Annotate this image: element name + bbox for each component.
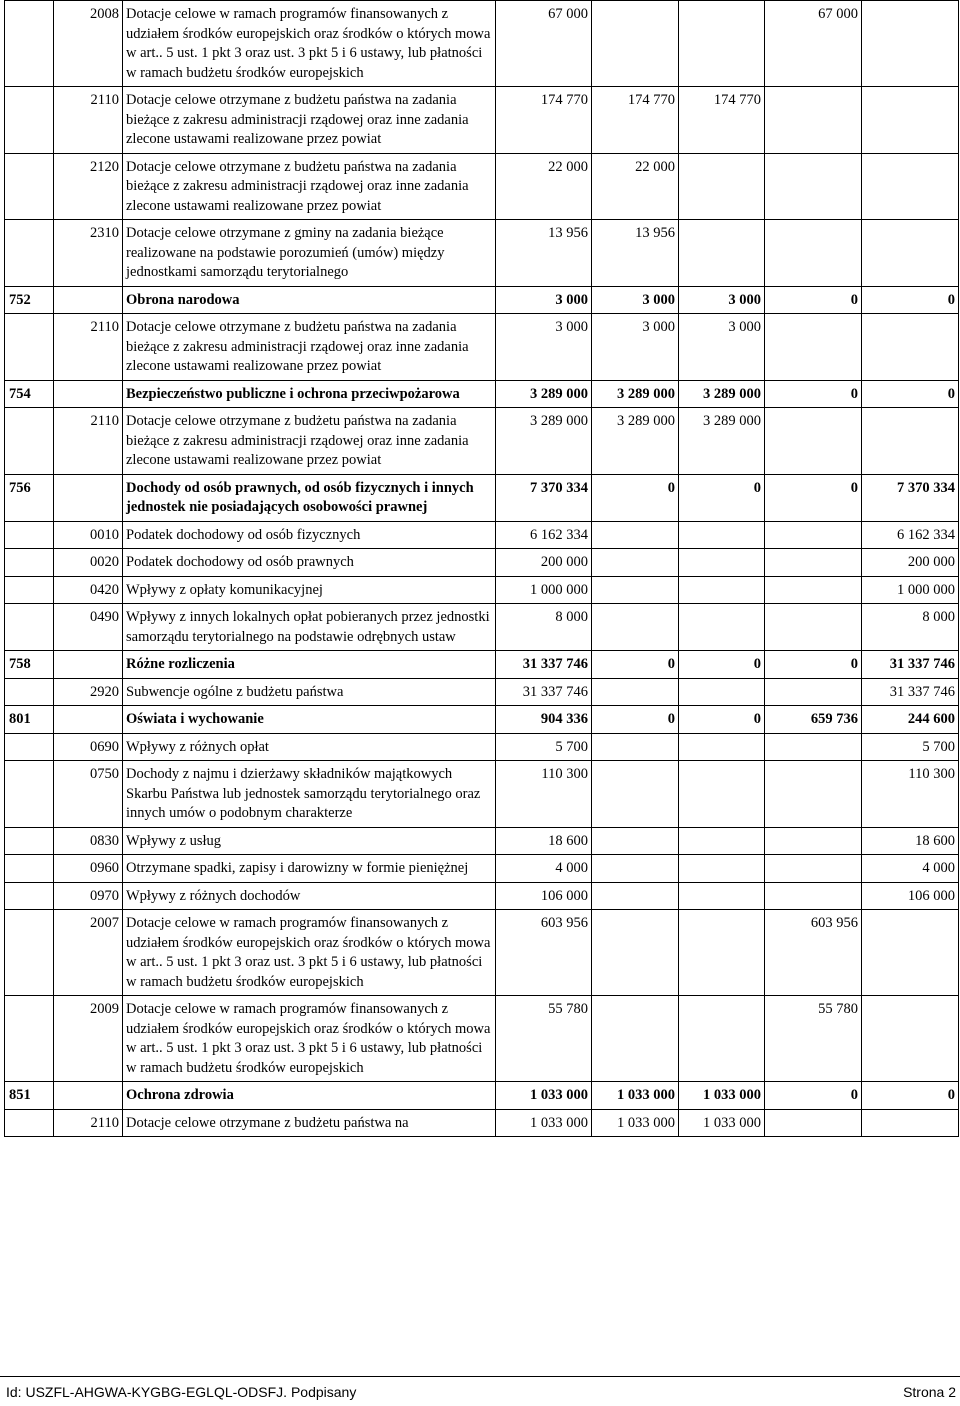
table-row xyxy=(5,678,959,706)
amount-current-cell xyxy=(592,733,679,761)
description-cell: Dotacje celowe otrzymane z gminy na zadania bieżące realizowane na podstawie porozumień (umów) między jednostkami samorządu terytorialnego xyxy=(123,220,496,287)
amount-own-cell: 4 000 xyxy=(862,855,959,883)
table-row xyxy=(5,996,959,1082)
description-cell: Ochrona zdrowia xyxy=(123,1082,496,1110)
section-row xyxy=(5,286,959,314)
amount-property-cell: 603 956 xyxy=(765,910,862,996)
amount-property-cell xyxy=(765,521,862,549)
table-row xyxy=(5,220,959,287)
paragraph-code-cell: 2110 xyxy=(54,87,123,154)
amount-total-cell: 18 600 xyxy=(496,827,592,855)
amount-own-cell: 0 xyxy=(862,1082,959,1110)
dzial-cell xyxy=(5,521,54,549)
amount-delegated-cell xyxy=(679,220,765,287)
table-row xyxy=(5,1,959,87)
table-row xyxy=(5,910,959,996)
amount-current-cell: 1 033 000 xyxy=(592,1109,679,1137)
dzial-cell: 754 xyxy=(5,380,54,408)
dzial-cell xyxy=(5,761,54,828)
amount-property-cell xyxy=(765,855,862,883)
paragraph-code-cell: 0830 xyxy=(54,827,123,855)
amount-total-cell: 67 000 xyxy=(496,1,592,87)
amount-own-cell: 0 xyxy=(862,380,959,408)
description-cell: Wpływy z usług xyxy=(123,827,496,855)
dzial-cell xyxy=(5,314,54,381)
amount-current-cell: 0 xyxy=(592,651,679,679)
amount-current-cell xyxy=(592,521,679,549)
amount-current-cell xyxy=(592,882,679,910)
table-row xyxy=(5,761,959,828)
dzial-cell xyxy=(5,996,54,1082)
amount-own-cell: 1 000 000 xyxy=(862,576,959,604)
amount-own-cell: 31 337 746 xyxy=(862,651,959,679)
description-cell: Dotacje celowe otrzymane z budżetu państwa na xyxy=(123,1109,496,1137)
amount-own-cell xyxy=(862,314,959,381)
table-row xyxy=(5,408,959,475)
amount-current-cell xyxy=(592,576,679,604)
table-row xyxy=(5,521,959,549)
amount-own-cell: 106 000 xyxy=(862,882,959,910)
paragraph-code-cell: 2009 xyxy=(54,996,123,1082)
description-cell: Subwencje ogólne z budżetu państwa xyxy=(123,678,496,706)
amount-property-cell: 55 780 xyxy=(765,996,862,1082)
description-cell: Dotacje celowe otrzymane z budżetu państwa na zadania bieżące z zakresu administracji rządowej oraz inne zadania zlecone ustawami realizowane przez powiat xyxy=(123,408,496,475)
amount-own-cell xyxy=(862,408,959,475)
amount-current-cell xyxy=(592,827,679,855)
paragraph-code-cell xyxy=(54,651,123,679)
amount-own-cell xyxy=(862,1,959,87)
amount-own-cell: 5 700 xyxy=(862,733,959,761)
paragraph-code-cell: 0960 xyxy=(54,855,123,883)
dzial-cell xyxy=(5,604,54,651)
amount-delegated-cell xyxy=(679,996,765,1082)
dzial-cell xyxy=(5,220,54,287)
amount-current-cell: 3 289 000 xyxy=(592,380,679,408)
dzial-cell xyxy=(5,408,54,475)
amount-delegated-cell: 3 000 xyxy=(679,314,765,381)
description-cell: Wpływy z innych lokalnych opłat pobieranych przez jednostki samorządu terytorialnego na podstawie odrębnych ustaw xyxy=(123,604,496,651)
amount-property-cell xyxy=(765,220,862,287)
amount-delegated-cell xyxy=(679,153,765,220)
description-cell: Podatek dochodowy od osób prawnych xyxy=(123,549,496,577)
amount-property-cell xyxy=(765,576,862,604)
dzial-cell xyxy=(5,1,54,87)
amount-current-cell: 174 770 xyxy=(592,87,679,154)
dzial-cell: 801 xyxy=(5,706,54,734)
amount-total-cell: 31 337 746 xyxy=(496,651,592,679)
description-cell: Dochody z najmu i dzierżawy składników majątkowych Skarbu Państwa lub jednostek samorządu terytorialnego oraz innych umów o podobnym charakterze xyxy=(123,761,496,828)
amount-current-cell xyxy=(592,1,679,87)
amount-property-cell xyxy=(765,314,862,381)
amount-total-cell: 4 000 xyxy=(496,855,592,883)
amount-own-cell xyxy=(862,87,959,154)
paragraph-code-cell xyxy=(54,1082,123,1110)
dzial-cell xyxy=(5,678,54,706)
amount-total-cell: 7 370 334 xyxy=(496,474,592,521)
amount-delegated-cell: 3 289 000 xyxy=(679,380,765,408)
table-row xyxy=(5,882,959,910)
amount-delegated-cell: 3 000 xyxy=(679,286,765,314)
amount-own-cell: 110 300 xyxy=(862,761,959,828)
dzial-cell: 752 xyxy=(5,286,54,314)
amount-total-cell: 3 000 xyxy=(496,286,592,314)
amount-delegated-cell: 174 770 xyxy=(679,87,765,154)
amount-property-cell xyxy=(765,604,862,651)
amount-delegated-cell xyxy=(679,910,765,996)
paragraph-code-cell xyxy=(54,706,123,734)
amount-own-cell: 200 000 xyxy=(862,549,959,577)
amount-property-cell: 0 xyxy=(765,474,862,521)
amount-total-cell: 6 162 334 xyxy=(496,521,592,549)
amount-total-cell: 3 289 000 xyxy=(496,408,592,475)
amount-total-cell: 3 289 000 xyxy=(496,380,592,408)
paragraph-code-cell xyxy=(54,286,123,314)
amount-property-cell: 0 xyxy=(765,286,862,314)
paragraph-code-cell: 0690 xyxy=(54,733,123,761)
amount-delegated-cell xyxy=(679,576,765,604)
amount-delegated-cell xyxy=(679,604,765,651)
amount-property-cell xyxy=(765,153,862,220)
amount-own-cell: 7 370 334 xyxy=(862,474,959,521)
description-cell: Dotacje celowe otrzymane z budżetu państwa na zadania bieżące z zakresu administracji rządowej oraz inne zadania zlecone ustawami realizowane przez powiat xyxy=(123,314,496,381)
paragraph-code-cell: 2007 xyxy=(54,910,123,996)
amount-delegated-cell xyxy=(679,882,765,910)
table-row xyxy=(5,1109,959,1137)
paragraph-code-cell: 0970 xyxy=(54,882,123,910)
amount-current-cell: 0 xyxy=(592,706,679,734)
table-row xyxy=(5,153,959,220)
paragraph-code-cell xyxy=(54,380,123,408)
amount-delegated-cell: 1 033 000 xyxy=(679,1082,765,1110)
page-number: Strona 2 xyxy=(903,1384,956,1400)
amount-current-cell: 3 000 xyxy=(592,286,679,314)
paragraph-code-cell: 2008 xyxy=(54,1,123,87)
dzial-cell xyxy=(5,910,54,996)
amount-own-cell: 244 600 xyxy=(862,706,959,734)
dzial-cell xyxy=(5,855,54,883)
amount-total-cell: 13 956 xyxy=(496,220,592,287)
table-row xyxy=(5,733,959,761)
table-row xyxy=(5,604,959,651)
table-row xyxy=(5,314,959,381)
amount-total-cell: 106 000 xyxy=(496,882,592,910)
amount-property-cell xyxy=(765,408,862,475)
description-cell: Dotacje celowe w ramach programów finansowanych z udziałem środków europejskich oraz środków o których mowa w art.. 5 ust. 1 pkt 3 oraz ust. 3 pkt 5 i 6 ustawy, lub płatności w ramach budżetu środków europejskich xyxy=(123,910,496,996)
description-cell: Dotacje celowe w ramach programów finansowanych z udziałem środków europejskich oraz środków o których mowa w art.. 5 ust. 1 pkt 3 oraz ust. 3 pkt 5 i 6 ustawy, lub płatności w ramach budżetu środków europejskich xyxy=(123,996,496,1082)
amount-total-cell: 31 337 746 xyxy=(496,678,592,706)
document-id: Id: USZFL-AHGWA-KYGBG-EGLQL-ODSFJ. Podpisany xyxy=(6,1384,357,1400)
description-cell: Dotacje celowe otrzymane z budżetu państwa na zadania bieżące z zakresu administracji rządowej oraz inne zadania zlecone ustawami realizowane przez powiat xyxy=(123,153,496,220)
amount-total-cell: 22 000 xyxy=(496,153,592,220)
description-cell: Otrzymane spadki, zapisy i darowizny w formie pieniężnej xyxy=(123,855,496,883)
description-cell: Dotacje celowe otrzymane z budżetu państwa na zadania bieżące z zakresu administracji rządowej oraz inne zadania zlecone ustawami realizowane przez powiat xyxy=(123,87,496,154)
amount-total-cell: 1 000 000 xyxy=(496,576,592,604)
amount-property-cell xyxy=(765,882,862,910)
description-cell: Dotacje celowe w ramach programów finansowanych z udziałem środków europejskich oraz środków o których mowa w art.. 5 ust. 1 pkt 3 oraz ust. 3 pkt 5 i 6 ustawy, lub płatności w ramach budżetu środków europejskich xyxy=(123,1,496,87)
description-cell: Wpływy z różnych dochodów xyxy=(123,882,496,910)
amount-current-cell xyxy=(592,604,679,651)
description-cell: Wpływy z opłaty komunikacyjnej xyxy=(123,576,496,604)
amount-delegated-cell xyxy=(679,678,765,706)
amount-own-cell xyxy=(862,220,959,287)
paragraph-code-cell xyxy=(54,474,123,521)
dzial-cell xyxy=(5,733,54,761)
amount-property-cell xyxy=(765,733,862,761)
amount-property-cell: 0 xyxy=(765,1082,862,1110)
amount-own-cell: 0 xyxy=(862,286,959,314)
amount-current-cell: 3 289 000 xyxy=(592,408,679,475)
amount-own-cell: 6 162 334 xyxy=(862,521,959,549)
amount-current-cell: 3 000 xyxy=(592,314,679,381)
amount-total-cell: 904 336 xyxy=(496,706,592,734)
table-row xyxy=(5,827,959,855)
amount-delegated-cell xyxy=(679,549,765,577)
amount-total-cell: 174 770 xyxy=(496,87,592,154)
paragraph-code-cell: 2120 xyxy=(54,153,123,220)
amount-current-cell: 13 956 xyxy=(592,220,679,287)
amount-delegated-cell xyxy=(679,521,765,549)
footer-rule xyxy=(0,1376,960,1377)
amount-own-cell: 18 600 xyxy=(862,827,959,855)
budget-table xyxy=(4,0,959,1137)
dzial-cell xyxy=(5,882,54,910)
amount-current-cell xyxy=(592,996,679,1082)
amount-current-cell: 1 033 000 xyxy=(592,1082,679,1110)
amount-delegated-cell: 0 xyxy=(679,706,765,734)
amount-total-cell: 3 000 xyxy=(496,314,592,381)
amount-own-cell xyxy=(862,1109,959,1137)
amount-current-cell xyxy=(592,761,679,828)
amount-property-cell xyxy=(765,87,862,154)
amount-current-cell: 0 xyxy=(592,474,679,521)
amount-delegated-cell: 0 xyxy=(679,651,765,679)
dzial-cell xyxy=(5,549,54,577)
description-cell: Różne rozliczenia xyxy=(123,651,496,679)
description-cell: Oświata i wychowanie xyxy=(123,706,496,734)
amount-property-cell: 67 000 xyxy=(765,1,862,87)
dzial-cell xyxy=(5,153,54,220)
amount-property-cell: 0 xyxy=(765,651,862,679)
amount-current-cell xyxy=(592,549,679,577)
section-row xyxy=(5,474,959,521)
table-row xyxy=(5,549,959,577)
section-row xyxy=(5,651,959,679)
amount-delegated-cell: 1 033 000 xyxy=(679,1109,765,1137)
amount-delegated-cell: 0 xyxy=(679,474,765,521)
amount-delegated-cell xyxy=(679,855,765,883)
description-cell: Obrona narodowa xyxy=(123,286,496,314)
dzial-cell: 851 xyxy=(5,1082,54,1110)
table-row xyxy=(5,576,959,604)
amount-own-cell xyxy=(862,153,959,220)
paragraph-code-cell: 2920 xyxy=(54,678,123,706)
amount-delegated-cell xyxy=(679,733,765,761)
amount-property-cell xyxy=(765,1109,862,1137)
amount-property-cell xyxy=(765,549,862,577)
paragraph-code-cell: 0750 xyxy=(54,761,123,828)
amount-delegated-cell: 3 289 000 xyxy=(679,408,765,475)
section-row xyxy=(5,706,959,734)
amount-total-cell: 200 000 xyxy=(496,549,592,577)
description-cell: Bezpieczeństwo publiczne i ochrona przeciwpożarowa xyxy=(123,380,496,408)
paragraph-code-cell: 2110 xyxy=(54,408,123,475)
paragraph-code-cell: 0010 xyxy=(54,521,123,549)
paragraph-code-cell: 2110 xyxy=(54,314,123,381)
dzial-cell xyxy=(5,1109,54,1137)
dzial-cell xyxy=(5,827,54,855)
amount-property-cell: 659 736 xyxy=(765,706,862,734)
amount-total-cell: 5 700 xyxy=(496,733,592,761)
paragraph-code-cell: 2110 xyxy=(54,1109,123,1137)
amount-delegated-cell xyxy=(679,827,765,855)
amount-delegated-cell xyxy=(679,761,765,828)
amount-total-cell: 603 956 xyxy=(496,910,592,996)
description-cell: Podatek dochodowy od osób fizycznych xyxy=(123,521,496,549)
amount-property-cell xyxy=(765,827,862,855)
section-row xyxy=(5,380,959,408)
dzial-cell xyxy=(5,87,54,154)
table-row xyxy=(5,87,959,154)
amount-current-cell: 22 000 xyxy=(592,153,679,220)
paragraph-code-cell: 2310 xyxy=(54,220,123,287)
amount-total-cell: 55 780 xyxy=(496,996,592,1082)
amount-own-cell: 8 000 xyxy=(862,604,959,651)
description-cell: Wpływy z różnych opłat xyxy=(123,733,496,761)
description-cell: Dochody od osób prawnych, od osób fizycznych i innych jednostek nie posiadających osobowości prawnej xyxy=(123,474,496,521)
amount-total-cell: 110 300 xyxy=(496,761,592,828)
dzial-cell: 756 xyxy=(5,474,54,521)
table-row xyxy=(5,855,959,883)
paragraph-code-cell: 0420 xyxy=(54,576,123,604)
amount-current-cell xyxy=(592,855,679,883)
paragraph-code-cell: 0490 xyxy=(54,604,123,651)
amount-total-cell: 8 000 xyxy=(496,604,592,651)
paragraph-code-cell: 0020 xyxy=(54,549,123,577)
amount-delegated-cell xyxy=(679,1,765,87)
amount-own-cell: 31 337 746 xyxy=(862,678,959,706)
amount-own-cell xyxy=(862,910,959,996)
amount-current-cell xyxy=(592,678,679,706)
amount-property-cell: 0 xyxy=(765,380,862,408)
amount-current-cell xyxy=(592,910,679,996)
dzial-cell xyxy=(5,576,54,604)
amount-total-cell: 1 033 000 xyxy=(496,1109,592,1137)
amount-own-cell xyxy=(862,996,959,1082)
dzial-cell: 758 xyxy=(5,651,54,679)
amount-property-cell xyxy=(765,761,862,828)
section-row xyxy=(5,1082,959,1110)
amount-total-cell: 1 033 000 xyxy=(496,1082,592,1110)
amount-property-cell xyxy=(765,678,862,706)
